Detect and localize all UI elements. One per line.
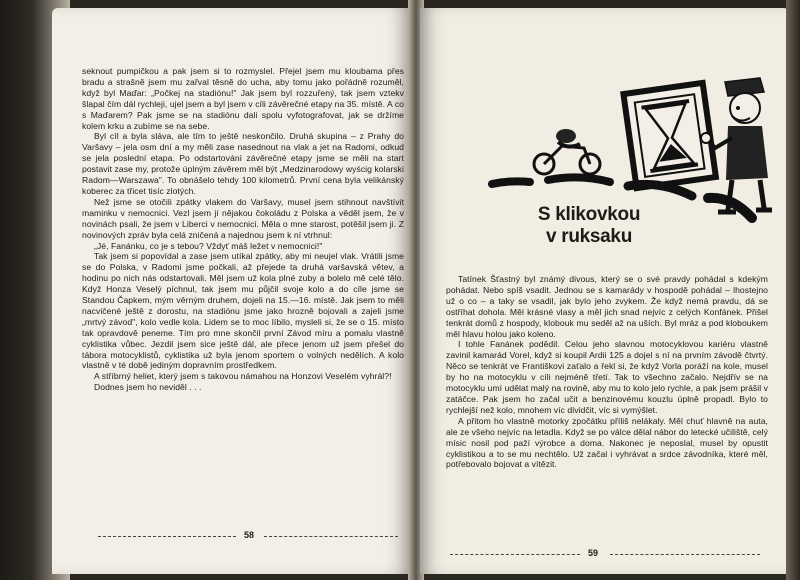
footer-divider-right [450, 554, 580, 556]
right-page-text [446, 274, 768, 470]
left-page [52, 8, 412, 574]
left-paragraph: Dodnes jsem ho neviděl . . . [94, 382, 202, 393]
chapter-title-line-1: S klikovkou [537, 204, 641, 225]
chapter-title [504, 204, 674, 248]
page-number-left: 58 [244, 530, 255, 540]
right-paragraph: Tatínek Šťastný byl známý divous, který se o své pravdy pohádal s kdekým pohádat. Nebo spíš vsadit. Jednou se s kamarády v hospodě pohádal – lhostejno už o co – a taky se vsadil, jak bylo jeho zvykem. Že když nemá pravdu, dá se ostříhat dohola. Měl krásné vlasy a měl jich snad nejvíc z celých Konfánek. Přišel tenkrát domů z hospody, klobouk mu seděl až na uších. Byl mráz a pod kloboukem měl hlavu holou jako koleno. [446, 274, 768, 339]
chapter-title-line-2: v ruksaku [545, 226, 633, 247]
left-paragraph: „Jé, Fanánku, co je s tebou? Vždyť máš ležet v nemocnici!" [94, 240, 323, 251]
left-paragraph: A stříbrný heliet, který jsem s takovou námahou na Honzovi Veselém vyhrál?! [94, 371, 392, 382]
footer-divider-left [98, 536, 236, 538]
page-number-right: 59 [588, 548, 599, 558]
left-paragraph: Než jsme se otočili zpátky vlakem do Varšavy, musel jsem stihnout navštívit maminku v nemocnici. Vezl jsem jí nějakou čokoládu z Polska a věděl jsem, že v novinách psali, že jsem v Liberci v nemocnici. Měla o mne starost, potěšil jsem ji. Z novinových zpráv byla celá zničená a najednou jsem k ní vtrhnul: [82, 196, 404, 240]
book-edge-right [786, 0, 800, 580]
left-paragraph: Byl cíl a byla sláva, ale tím to ještě neskončilo. Druhá skupina – z Prahy do Varšavy – jela osm dní a my měli zase nasednout na vlak a jet na Radomi, odkud se jela poslední etapa. Po odstartování závěrečné etapy jsme se měli na start postavit zase my, protože úplným závěrem měl být „Medzinarodowy wyścig kolarski Radom—Warszawa". To obnášelo tehdy 100 kilometrů. První cena byla velikánský koberec za třicet tisíc zlotých. [82, 131, 404, 196]
right-page [420, 8, 788, 574]
left-paragraph: Tak jsem si popovídal a zase jsem utíkal zpátky, aby mi neujel vlak. Vrátili jsme se do Polska, v Radomi jsme počkali, až přejede ta druhá varšavská větev, a hodinu po nich nás odstartovali. Měl jsem už kola plné zuby a bolelo mě celé tělo. Když Honza Veselý píchnul, tak jsem mu půjčil svoje kolo a do cíle jsme se Standou Čapkem, mým věrným druhem, dojeli na 15.—16. místě. Jak jsem to měli nacvičené ještě z dorostu, na stadiónu jsme jako hrozně bojovali a zajeli jsme „mrtvý závod", kolo vedle kola. Lidem se to moc líbilo, mysleli si, že se o 15. místo tak opravdově peneme. Tím pro mne skončil první Závod míru a pomalu vlastně cyklistika vůbec. Jezdil jsem sice ještě dál, ale přece jenom už jsem přešel do tábora motocyklistů, cyklistika už byla jenom sportem o volných nedělích. A kolo vlastně v té době jediným dopravním prostředkem. [82, 251, 404, 371]
left-paragraph: seknout pumpičkou a pak jsem si to rozmyslel. Přejel jsem mu kloubama přes bradu a strašně jsem mu zařval těsně do ucha, aby tomu jako pořádně rozuměl, když byl Maďar: „Počkej na stadiónu!" Jak jsem byl rozzuřený, tak jsem vztekv šlapal čím dál rychleji, ujel jsem a byl jsem v cíli závěrečné etapy na 35. místě. A co s Maďarem? Pak jsme se na stadiónu dali spolu vyfotografovat, jak se držíme kolem krku a zubíme se na sebe. [82, 66, 404, 131]
right-paragraph: A přitom ho vlastně motorky zpočátku příliš nelákaly. Měl chuť hlavně na auta, ale ze všeho nejvíc na letadla. Když se po válce dělal nábor do letecké učiliště, celý mísic nosil pod paží výrobce a doma. Nakonec je neposlal, musel by opustit cyklistikou a to se mu nechtělo. Už začal i vyhrávat a srdce závodníka, které měl, potřebovalo bojovat a vítězit. [446, 415, 768, 470]
footer-divider-right-2 [610, 554, 760, 556]
left-page-text [82, 66, 404, 393]
footer-divider-left-2 [264, 536, 398, 538]
right-paragraph: I tohle Fanánek podědil. Celou jeho slavnou motocyklovou kariéru vlastně zavinil kamarád Vorel, když si koupil Ardii 125 a dojel s ní na prvním závodě čtvrtý. Něco se tenkrát ve Františkovi zaťalo a řekl si, že když Vorla poráží na kole, musel by ho na motocyklu v cíli nejméně třetí. Tak to všechno začalo. Nejdřív se na motocyklu umí udělat malý na rovině, aby mu to kolo jelo rychle, a pak jsem prášil v zatáčce. Pak jsem ho začal učit a benzinovému kouzlu úplně propadl. Bylo to rychlejší než kolo, mnohem víc dividčit, víc si vymýšlet. [446, 339, 768, 415]
